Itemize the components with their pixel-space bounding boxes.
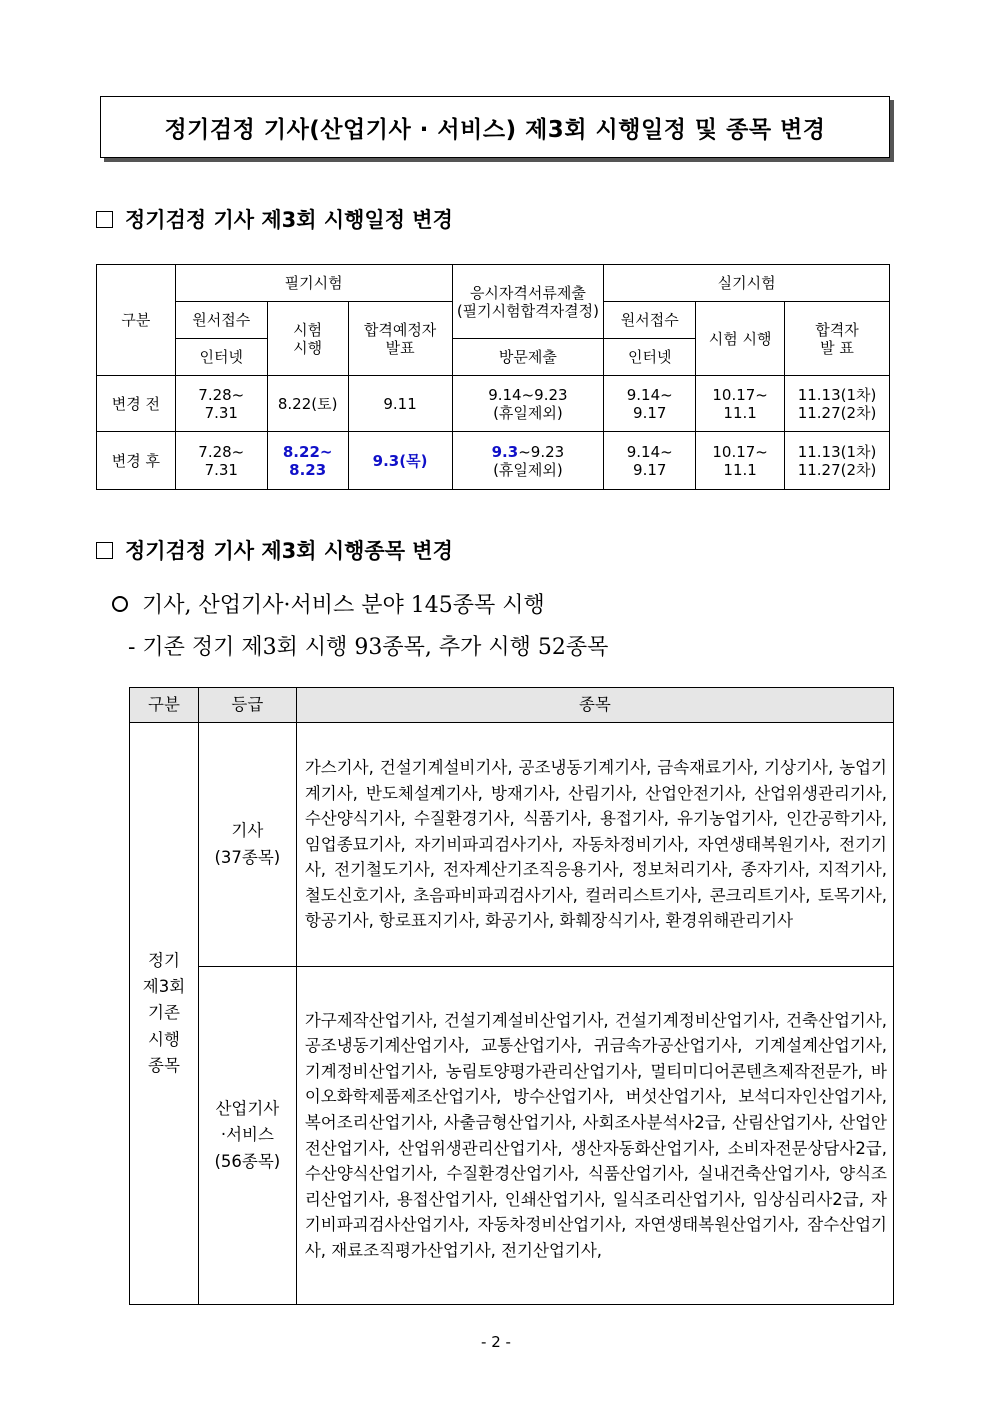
before-qualification: 9.14~9.23 (휴일제외) xyxy=(452,376,604,432)
header-practical-exam: 실기시험 xyxy=(604,265,890,302)
items-list-gisa: 가스기사, 건설기계설비기사, 공조냉동기계기사, 금속재료기사, 기상기사, 농업기계기사, 반도체설계기사, 방재기사, 산림기사, 산업안전기사, 산업위생관리기사, 수산양식기사, 수질환경기사, 식품기사, 용접기사, 유기농업기사, 인간공학기사, 임업종묘기사, 자기비파괴검사기사, 자동차정비기사, 자연생태복원기사, 전기기사, 전기철도기사, 전자계산기조직응용기사, 정보처리기사, 종자기사, 지적기사, 철도신호기사, 초음파비파괴검사기사, 컬러리스트기사, 콘크리트기사, 토목기사, 항공기사, 항로표지기사, 화공기사, 화훼장식기사, 환경위해관리기사 xyxy=(296,723,893,967)
after-qualification xyxy=(452,432,604,490)
after-practical-announce: 11.13(1차) 11.27(2차) xyxy=(785,432,890,490)
header-practical-online: 인터넷 xyxy=(604,339,696,376)
before-written-apply: 7.28~ 7.31 xyxy=(175,376,267,432)
section-heading-schedule-text: 정기검정 기사 제3회 시행일정 변경 xyxy=(125,208,453,232)
after-written-exam: 8.22~ 8.23 xyxy=(267,432,348,490)
after-qualification-rest: ~9.23 xyxy=(518,442,565,461)
before-written-announce: 9.11 xyxy=(348,376,452,432)
header-gubun: 구분 xyxy=(97,265,176,376)
before-practical-exam: 10.17~ 11.1 xyxy=(696,376,785,432)
before-practical-announce: 11.13(1차) 11.27(2차) xyxy=(785,376,890,432)
after-qualification-note: (휴일제외) xyxy=(493,460,563,479)
document-title xyxy=(100,96,890,158)
after-written-apply: 7.28~ 7.31 xyxy=(175,432,267,490)
bullet-text: 기사, 산업기사·서비스 분야 145종목 시행 xyxy=(142,593,545,618)
row-after-label: 변경 후 xyxy=(97,432,176,490)
page-number: - 2 - xyxy=(481,1333,511,1351)
header-written-apply: 원서접수 xyxy=(175,302,267,339)
grade-gisa: 기사 (37종목) xyxy=(198,723,296,967)
header-written-exam-date: 시험 시행 xyxy=(267,302,348,376)
grade-sanup: 산업기사 ·서비스 (56종목) xyxy=(198,967,296,1305)
header-practical-exam-date: 시험 시행 xyxy=(696,302,785,376)
header-qualification-sub: (필기시험합격자결정) xyxy=(456,301,599,320)
section-heading-items-text: 정기검정 기사 제3회 시행종목 변경 xyxy=(125,539,453,563)
items-header-gubun: 구분 xyxy=(130,688,199,723)
after-practical-apply: 9.14~ 9.17 xyxy=(604,432,696,490)
square-bullet-icon xyxy=(96,211,113,228)
header-qualification-visit: 방문제출 xyxy=(452,339,604,376)
header-qualification xyxy=(452,265,604,339)
items-table xyxy=(129,687,894,1305)
header-practical-announce: 합격자 발 표 xyxy=(785,302,890,376)
row-before-label: 변경 전 xyxy=(97,376,176,432)
row-after xyxy=(97,432,890,490)
before-written-exam: 8.22(토) xyxy=(267,376,348,432)
header-written-announce: 합격예정자 발표 xyxy=(348,302,452,376)
document-title-text: 정기검정 기사(산업기사 · 서비스) 제3회 시행일정 및 종목 변경 xyxy=(164,116,826,143)
items-header-grade: 등급 xyxy=(198,688,296,723)
bullet-item xyxy=(112,588,545,619)
items-group-label: 정기 제3회 기존 시행 종목 xyxy=(130,723,199,1305)
square-bullet-icon xyxy=(96,542,113,559)
row-before xyxy=(97,376,890,432)
after-written-announce: 9.3(목) xyxy=(348,432,452,490)
items-list-sanup: 가구제작산업기사, 건설기계설비산업기사, 건설기계정비산업기사, 건축산업기사, 공조냉동기계산업기사, 교통산업기사, 귀금속가공산업기사, 기계설계산업기사, 기계정비산업기사, 농림토양평가관리산업기사, 멀티미디어콘텐츠제작전문가, 바이오화학제품제조산업기사, 방수산업기사, 버섯산업기사, 보석디자인산업기사, 복어조리산업기사, 사출금형산업기사, 사회조사분석사2급, 산림산업기사, 산업안전산업기사, 산업위생관리산업기사, 생산자동화산업기사, 소비자전문상담사2급, 수산양식산업기사, 수질환경산업기사, 식품산업기사, 실내건축산업기사, 양식조리산업기사, 용접산업기사, 인쇄산업기사, 일식조리산업기사, 임상심리사2급, 자기비파괴검사산업기사, 자동차정비산업기사, 자연생태복원산업기사, 잠수산업기사, 재료조직평가산업기사, 전기산업기사, xyxy=(296,967,893,1305)
circle-bullet-icon xyxy=(112,596,128,612)
before-practical-apply: 9.14~ 9.17 xyxy=(604,376,696,432)
after-qualification-date: 9.3 xyxy=(491,442,519,461)
schedule-table xyxy=(96,264,890,490)
sub-bullet-text: - 기존 정기 제3회 시행 93종목, 추가 시행 52종목 xyxy=(128,635,609,660)
header-written-exam: 필기시험 xyxy=(175,265,452,302)
section-heading-items xyxy=(96,535,453,565)
items-header-items: 종목 xyxy=(296,688,893,723)
header-written-online: 인터넷 xyxy=(175,339,267,376)
after-practical-exam: 10.17~ 11.1 xyxy=(696,432,785,490)
header-practical-apply: 원서접수 xyxy=(604,302,696,339)
section-heading-schedule xyxy=(96,204,453,234)
header-qualification-title: 응시자격서류제출 xyxy=(469,283,586,302)
